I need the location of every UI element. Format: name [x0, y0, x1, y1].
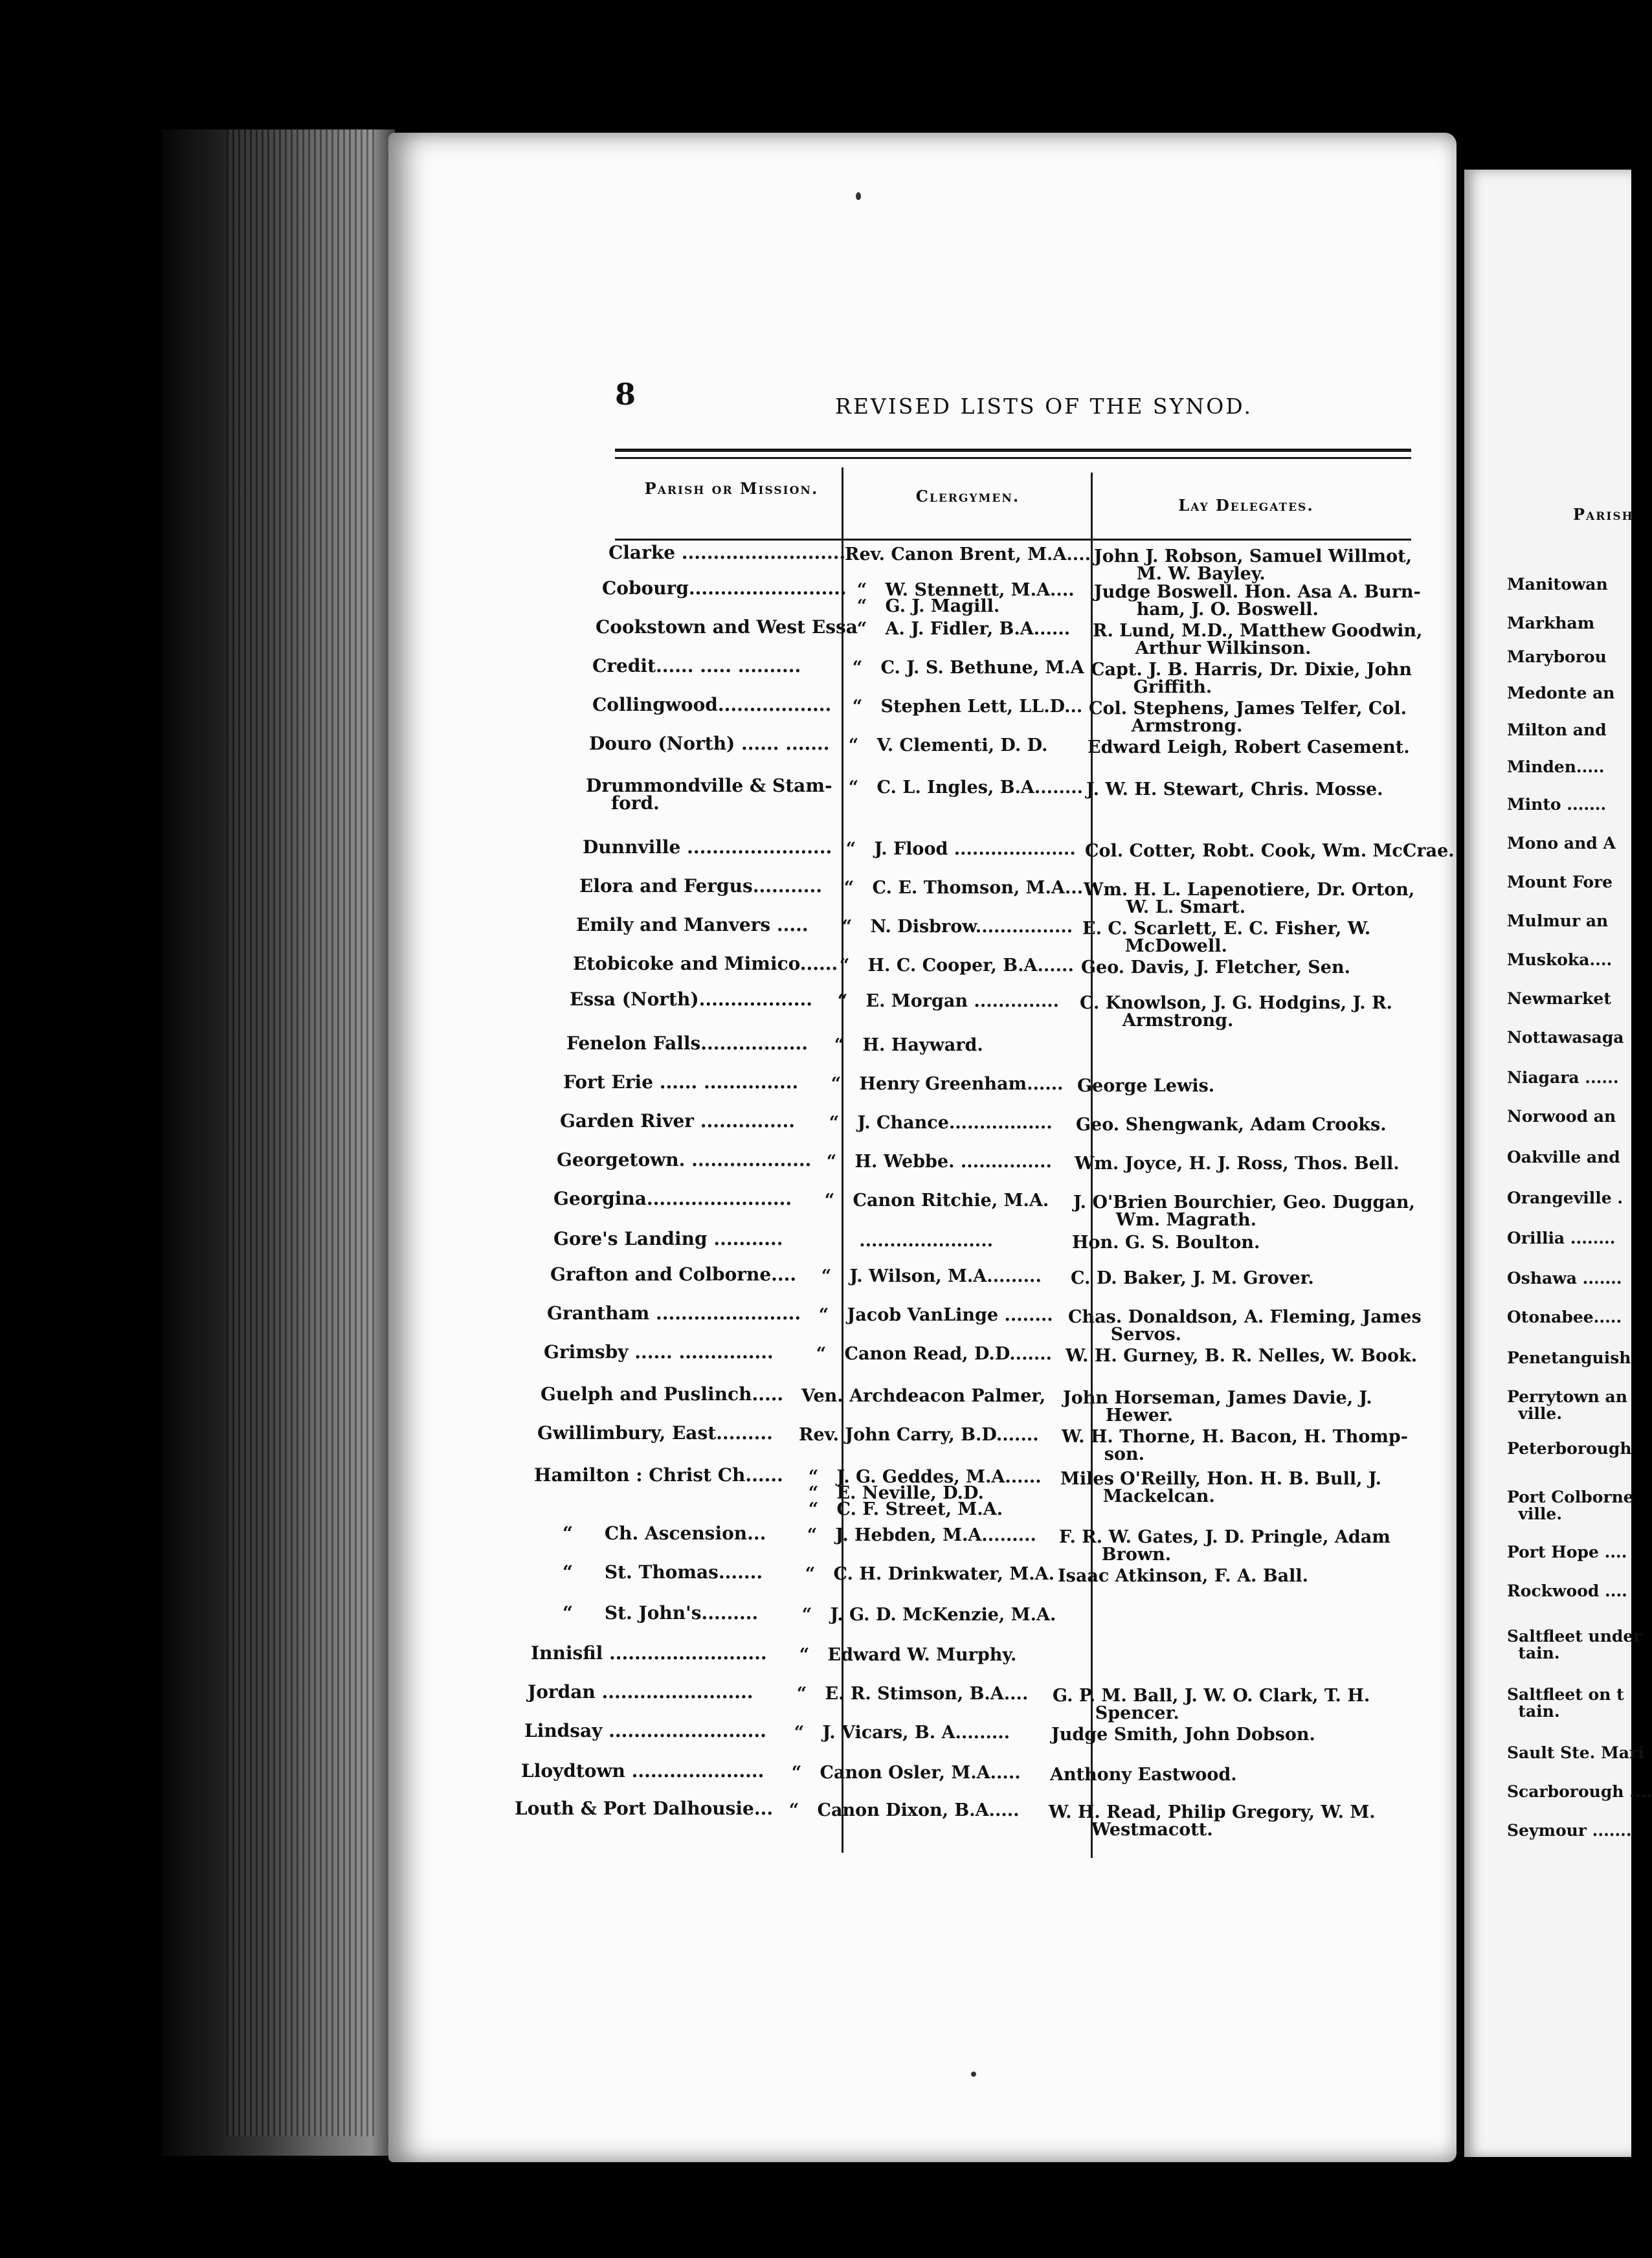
next-page-parish: Oshawa .......: [1507, 1269, 1622, 1288]
lay-delegates: Miles O'Reilly, Hon. H. B. Bull, J. Mackelcan.: [1060, 1469, 1381, 1506]
left-page: [388, 133, 1457, 2162]
parish-name: Garden River ...............: [560, 1110, 796, 1132]
clergyman: “ J. G. D. McKenzie, M.A.: [790, 1605, 1056, 1625]
parish-name: Cobourg.........................: [602, 577, 847, 599]
lay-delegates: W. H. Thorne, H. Bacon, H. Thomp- son.: [1062, 1427, 1408, 1464]
next-page-parish: Mulmur an: [1507, 911, 1609, 930]
next-page-parish: Perrytown an ville.: [1507, 1387, 1627, 1423]
clergyman: “ J. Vicars, B. A.........: [782, 1723, 1010, 1743]
page-edges: [227, 129, 375, 2136]
lay-delegates: Col. Stephens, James Telfer, Col. Armstrong.: [1089, 699, 1407, 736]
parish-name: “ St. John's.........: [537, 1602, 759, 1624]
next-page-parish: Niagara ......: [1507, 1068, 1619, 1087]
lay-delegates: Wm. Joyce, H. J. Ross, Thos. Bell.: [1075, 1154, 1400, 1174]
page-number: 8: [615, 377, 636, 412]
parish-name: Georgina.......................: [553, 1188, 792, 1209]
clergyman: “ J. Wilson, M.A.........: [809, 1266, 1042, 1286]
clergyman: “ Canon Read, D.D.......: [804, 1344, 1053, 1364]
next-page-parish: Muskoka....: [1507, 950, 1613, 969]
lay-delegates: Hon. G. S. Boulton.: [1072, 1233, 1260, 1253]
parish-name: Gore's Landing ...........: [553, 1228, 783, 1249]
next-page-parish: Nottawasaga: [1507, 1028, 1624, 1047]
next-page-parish: Manitowan: [1507, 575, 1608, 594]
next-page-parish: Peterborough: [1507, 1439, 1632, 1458]
clergyman: “ Stephen Lett, LL.D...: [840, 697, 1083, 717]
parish-name: Hamilton : Christ Ch......: [534, 1464, 783, 1486]
next-page-parish: Newmarket: [1507, 989, 1611, 1008]
lay-delegates: George Lewis.: [1077, 1076, 1215, 1096]
parish-name: Jordan ........................: [528, 1681, 753, 1703]
parish-name: Essa (North)..................: [570, 989, 813, 1010]
next-page-parish: Medonte an: [1507, 684, 1615, 702]
lay-delegates: Col. Cotter, Robt. Cook, Wm. McCrae.: [1085, 841, 1455, 861]
lay-delegates: Geo. Shengwank, Adam Crooks.: [1076, 1115, 1387, 1135]
lay-delegates: C. Knowlson, J. G. Hodgins, J. R. Armstrong.: [1080, 993, 1392, 1031]
clergyman: “ Canon Osler, M.A.....: [779, 1763, 1021, 1783]
header-lay: Lay Delegates.: [1178, 496, 1314, 515]
clergyman: “ H. Webbe. ...............: [814, 1152, 1052, 1172]
double-rule-bottom: [615, 457, 1411, 459]
parish-name: Emily and Manvers .....: [576, 914, 809, 935]
parish-name: Grantham .......................: [547, 1302, 801, 1324]
next-page-parish: Mount Fore: [1507, 873, 1613, 891]
clergyman: “ W. Stennett, M.A.... “ G. J. Magill.: [856, 580, 1075, 616]
next-page-parish: Seymour .......: [1507, 1821, 1632, 1840]
next-page-parish: Saltfleet on t tain.: [1507, 1685, 1624, 1721]
parish-name: Guelph and Puslinch.....: [541, 1383, 784, 1405]
clergyman: “ J. Chance.................: [817, 1113, 1053, 1133]
lay-delegates: Judge Boswell. Hon. Asa A. Burn- ham, J. O. Boswell.: [1094, 582, 1421, 620]
parish-name: Gwillimbury, East.........: [537, 1422, 773, 1444]
running-head: REVISED LISTS OF THE SYNOD.: [835, 394, 1253, 419]
next-page-parish: Penetanguish: [1507, 1348, 1631, 1367]
clergyman: “ E. R. Stimson, B.A....: [785, 1684, 1029, 1704]
clergyman: “ C. J. S. Bethune, M.A: [840, 658, 1084, 678]
parish-name: Fort Erie ...... ...............: [563, 1071, 799, 1093]
parish-name: Collingwood..................: [592, 694, 832, 715]
lay-delegates: Edward Leigh, Robert Casement.: [1088, 737, 1410, 757]
clergyman: “ C. L. Ingles, B.A........: [836, 777, 1084, 798]
lay-delegates: J. W. H. Stewart, Chris. Mosse.: [1086, 779, 1383, 799]
clergyman: Ven. Archdeacon Palmer,: [801, 1386, 1046, 1406]
clergyman: “ H. Hayward.: [822, 1035, 983, 1055]
lay-delegates: Chas. Donaldson, A. Fleming, James Servos.: [1068, 1307, 1422, 1345]
parish-name: “ Ch. Ascension...: [537, 1523, 766, 1544]
next-page-parish: Minto .......: [1507, 795, 1607, 814]
lay-delegates: John Horseman, James Davie, J. Hewer.: [1063, 1388, 1372, 1425]
speck: [971, 2072, 976, 2077]
next-page-parish: Norwood an: [1507, 1107, 1616, 1126]
next-page-parish: Sault Ste. Mari: [1507, 1743, 1644, 1762]
parish-name: Grimsby ...... ...............: [544, 1341, 774, 1363]
next-page-parish: Otonabee.....: [1507, 1308, 1622, 1326]
lay-delegates: C. D. Baker, J. M. Grover.: [1071, 1268, 1314, 1288]
parish-name: Etobicoke and Mimico......: [573, 953, 838, 974]
lay-delegates: J. O'Brien Bourchier, Geo. Duggan, Wm. Magrath.: [1073, 1192, 1415, 1230]
clergyman: Rev. Canon Brent, M.A....: [845, 544, 1091, 564]
clergyman: Rev. John Carry, B.D.......: [799, 1425, 1039, 1445]
parish-name: Louth & Port Dalhousie...: [515, 1798, 774, 1819]
parish-name: Credit...... ..... ..........: [592, 655, 801, 676]
parish-name: Georgetown. ...................: [557, 1149, 812, 1170]
parish-name: Cookstown and West Essa: [596, 616, 858, 638]
lay-delegates: W. H. Gurney, B. R. Nelles, W. Book.: [1066, 1346, 1418, 1366]
clergyman: “ J. G. Geddes, M.A...... “ E. Neville, D.D. “ C. F. Street, M.A.: [808, 1467, 1042, 1519]
next-page-header: Parish: [1573, 505, 1634, 524]
lay-delegates: F. R. W. Gates, J. D. Pringle, Adam Brown.: [1059, 1527, 1390, 1565]
lay-delegates: W. H. Read, Philip Gregory, W. M. Westmacott.: [1049, 1802, 1376, 1840]
lay-delegates: Anthony Eastwood.: [1050, 1765, 1237, 1785]
clergyman: “ V. Clementi, D. D.: [836, 735, 1048, 755]
clergyman: “ Jacob VanLinge ........: [807, 1305, 1053, 1325]
lay-delegates: Judge Smith, John Dobson.: [1051, 1725, 1315, 1745]
clergyman: “ Canon Ritchie, M.A.: [812, 1190, 1049, 1211]
lay-delegates: John J. Robson, Samuel Willmot, M. W. Bayley.: [1094, 546, 1412, 584]
parish-name: Lindsay .........................: [524, 1720, 766, 1741]
parish-name: Dunnville .......................: [583, 836, 832, 858]
clergyman: ......................: [810, 1231, 993, 1251]
parish-name: Drummondville & Stam- ford.: [586, 775, 832, 814]
lay-delegates: G. P. M. Ball, J. W. O. Clark, T. H. Spencer.: [1053, 1686, 1370, 1723]
next-page-parish: Markham: [1507, 614, 1595, 632]
parish-name: Elora and Fergus...........: [579, 875, 822, 897]
next-page-parish: Orillia ........: [1507, 1229, 1616, 1247]
next-page-parish: Mono and A: [1507, 834, 1616, 853]
clergyman: “ Edward W. Murphy.: [787, 1645, 1017, 1665]
clergyman: “ Canon Dixon, B.A.....: [777, 1800, 1020, 1820]
parish-name: Innisfil .........................: [531, 1642, 767, 1664]
lay-delegates: Wm. H. L. Lapenotiere, Dr. Orton, W. L. Smart.: [1084, 880, 1415, 917]
clergyman: “ H. C. Cooper, B.A......: [827, 956, 1074, 976]
header-rule: [615, 539, 1411, 541]
parish-name: Fenelon Falls.................: [566, 1033, 808, 1054]
speck: [856, 192, 861, 200]
lay-delegates: Geo. Davis, J. Fletcher, Sen.: [1081, 957, 1350, 978]
next-page-parish: Port Hope ....: [1507, 1543, 1627, 1561]
clergyman: “ C. H. Drinkwater, M.A.: [793, 1564, 1055, 1584]
clergyman: “ J. Hebden, M.A.........: [795, 1525, 1036, 1545]
lay-delegates: E. C. Scarlett, E. C. Fisher, W. McDowell.: [1082, 919, 1371, 956]
parish-name: Clarke ..........................: [608, 542, 846, 563]
next-page-parish: Oakville and: [1507, 1148, 1620, 1167]
next-page-parish: Milton and: [1507, 721, 1607, 739]
header-parish: Parish or Mission.: [644, 479, 819, 498]
clergyman: “ J. Flood ....................: [834, 839, 1076, 859]
next-page-parish: Saltfleet under tain.: [1507, 1627, 1642, 1662]
parish-name: Grafton and Colborne....: [550, 1264, 797, 1285]
next-page-parish: Rockwood ....: [1507, 1582, 1627, 1600]
lay-delegates: R. Lund, M.D., Matthew Goodwin, Arthur Wilkinson.: [1093, 621, 1423, 658]
lay-delegates: Isaac Atkinson, F. A. Ball.: [1058, 1566, 1309, 1586]
lay-delegates: Capt. J. B. Harris, Dr. Dixie, John Griffith.: [1091, 660, 1412, 697]
next-page-parish: Minden.....: [1507, 757, 1605, 776]
parish-name: “ St. Thomas.......: [537, 1561, 763, 1583]
next-page-parish: Scarborough ....: [1507, 1782, 1652, 1801]
parish-name: Lloydtown .....................: [521, 1760, 765, 1782]
double-rule-top: [615, 449, 1411, 452]
next-page-parish: Maryborou: [1507, 647, 1607, 666]
clergyman: “ N. Disbrow................: [830, 917, 1073, 937]
clergyman: “ C. E. Thomson, M.A...: [832, 878, 1084, 898]
next-page-parish: Port Colborne ville.: [1507, 1488, 1634, 1523]
header-clergy: Clergymen.: [915, 487, 1020, 506]
clergyman: “ E. Morgan ..............: [825, 991, 1060, 1011]
clergyman: “ A. J. Fidler, B.A......: [845, 619, 1071, 639]
next-page-parish: Orangeville .: [1507, 1189, 1624, 1207]
parish-name: Douro (North) ...... .......: [589, 733, 830, 754]
clergyman: “ Henry Greenham......: [819, 1074, 1064, 1094]
